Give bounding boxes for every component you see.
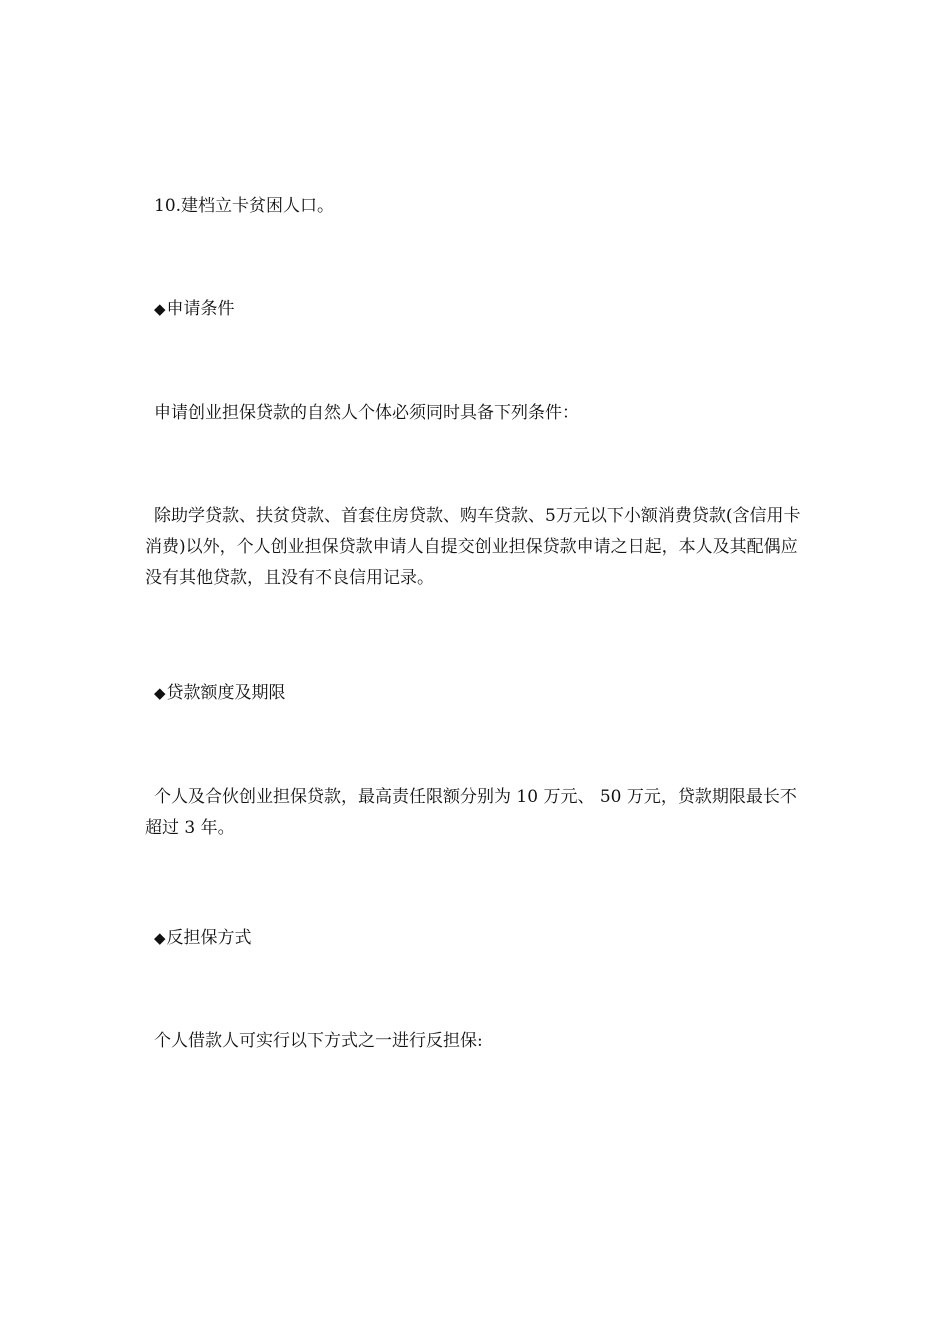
- section-heading-text: 反担保方式: [166, 928, 252, 948]
- section-heading-text: 贷款额度及期限: [166, 683, 286, 703]
- section-heading-counter-guarantee: [145, 923, 810, 954]
- section-heading-amount: [145, 678, 810, 709]
- section-heading-conditions: [145, 294, 810, 325]
- amount-body-paragraph: 个人及合伙创业担保贷款，最高责任限额分别为 10 万元、 50 万元，贷款期限最长不超过 3 年。: [145, 787, 797, 838]
- list-item-10: 10.建档立卡贫困人口。: [154, 196, 335, 216]
- counter-guarantee-intro-paragraph: 个人借款人可实行以下方式之一进行反担保:: [154, 1031, 483, 1051]
- conditions-intro-paragraph: 申请创业担保贷款的自然人个体必须同时具备下列条件：: [154, 403, 579, 423]
- diamond-bullet-icon: ◆: [154, 300, 166, 318]
- section-heading-text: 申请条件: [166, 299, 235, 319]
- diamond-bullet-icon: ◆: [154, 929, 166, 947]
- conditions-body-paragraph: 除助学贷款、扶贫贷款、首套住房贷款、购车贷款、5万元以下小额消费贷款(含信用卡消费)以外，个人创业担保贷款申请人自提交创业担保贷款申请之日起，本人及其配偶应没有其他贷款，且没有不良信用记录。: [145, 506, 801, 588]
- diamond-bullet-icon: ◆: [154, 684, 166, 702]
